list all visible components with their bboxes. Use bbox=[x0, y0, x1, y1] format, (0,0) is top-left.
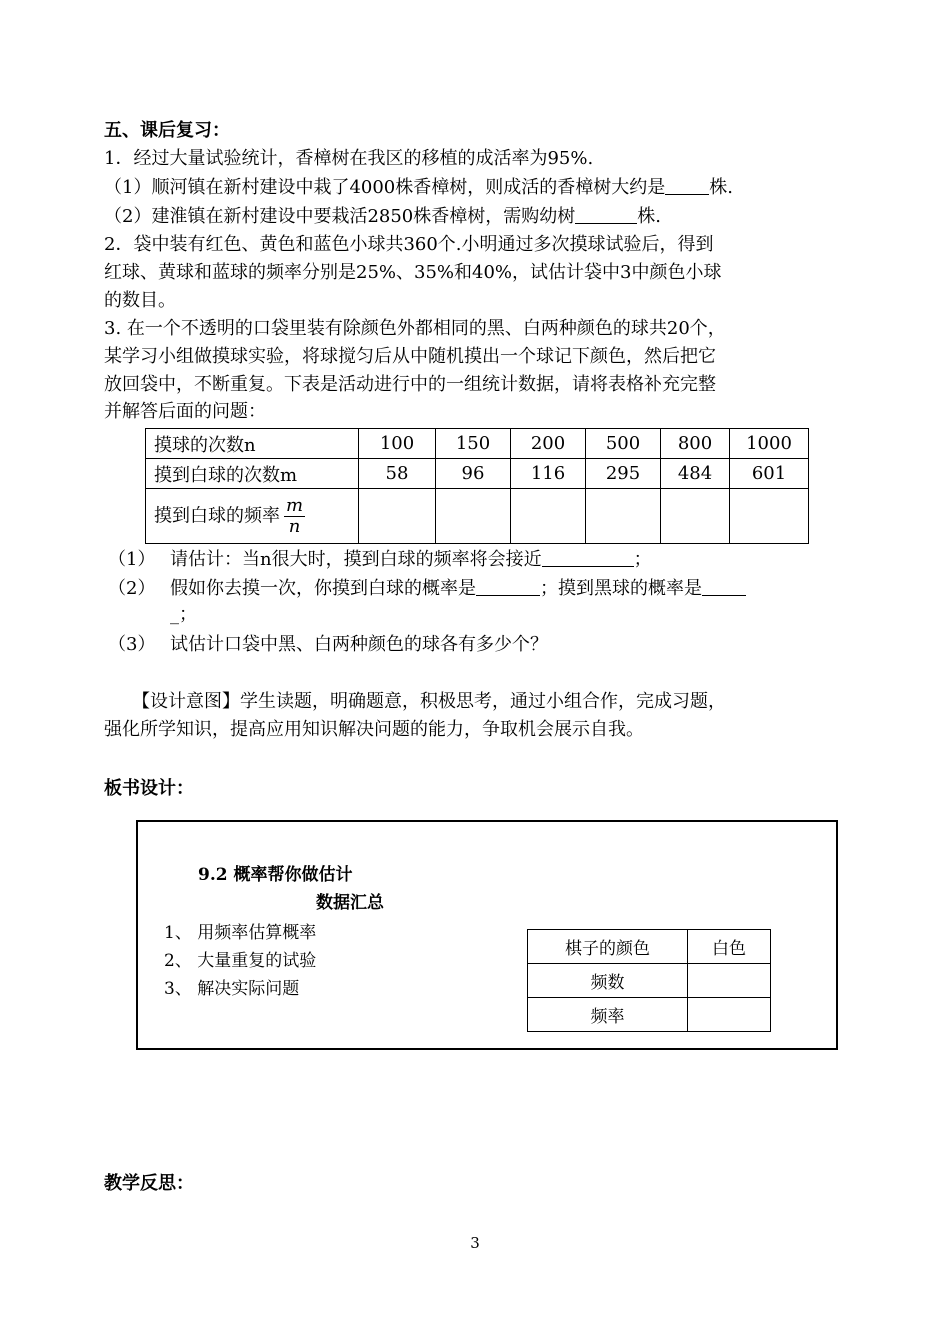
q3-sub1-num: （1） bbox=[108, 549, 156, 570]
q1-stem: 1．经过大量试验统计，香樟树在我区的移植的成活率为95%. bbox=[104, 148, 594, 169]
freq-label-text: 摸到白球的频率 bbox=[154, 505, 280, 526]
q3-sub3 bbox=[108, 632, 548, 658]
row-label-freq bbox=[146, 489, 359, 544]
chess-row-count-label: 频数 bbox=[528, 964, 688, 998]
m-cell-3: 116 bbox=[511, 459, 586, 489]
row-label-m: 摸到白球的次数m bbox=[146, 459, 359, 489]
n-cell-4: 500 bbox=[586, 429, 661, 459]
table-row-n bbox=[146, 429, 809, 459]
q2-line1: 2．袋中装有红色、黄色和蓝色小球共360个.小明通过多次摸球试验后，得到 bbox=[104, 234, 714, 255]
design-intent-line1: 【设计意图】学生读题，明确题意，积极思考，通过小组合作，完成习题， bbox=[132, 691, 726, 712]
q1-part1-text: （1）顺河镇在新村建设中栽了4000株香樟树，则成活的香樟树大约是 bbox=[104, 177, 666, 198]
chess-table-freq-row bbox=[528, 998, 771, 1032]
q3-sub1-blank bbox=[542, 548, 634, 567]
q3-sub3-text: 试估计口袋中黑、白两种颜色的球各有多少个？ bbox=[170, 634, 548, 655]
n-cell-6: 1000 bbox=[730, 429, 809, 459]
board-subtitle: 数据汇总 bbox=[316, 893, 384, 913]
m-cell-1: 58 bbox=[359, 459, 436, 489]
board-item-1: 1、 用频率估算概率 bbox=[164, 923, 317, 943]
q3-sub2-blank-white bbox=[476, 577, 540, 596]
q3-sub1-tail: ； bbox=[633, 549, 652, 570]
design-intent-line2: 强化所学知识，提高应用知识解决问题的能力，争取机会展示自我。 bbox=[104, 719, 644, 740]
blackboard-design-box bbox=[136, 820, 838, 1050]
chess-table-header-row bbox=[528, 930, 771, 964]
q1-part2-blank bbox=[575, 205, 637, 224]
q3-sub2-blank-black bbox=[702, 577, 746, 596]
q3-line4: 并解答后面的问题： bbox=[104, 401, 266, 422]
chess-row-freq-label: 频率 bbox=[528, 998, 688, 1032]
q2-line3: 的数目。 bbox=[104, 290, 176, 311]
review-heading: 五、课后复习： bbox=[104, 120, 230, 141]
n-cell-5: 800 bbox=[661, 429, 730, 459]
q1-part1-blank bbox=[665, 176, 709, 195]
m-cell-6: 601 bbox=[730, 459, 809, 489]
fraction-numerator: m bbox=[286, 494, 304, 516]
m-cell-5: 484 bbox=[661, 459, 730, 489]
board-heading: 板书设计： bbox=[104, 778, 194, 799]
table-row-freq bbox=[146, 489, 809, 544]
n-cell-1: 100 bbox=[359, 429, 436, 459]
n-cell-3: 200 bbox=[511, 429, 586, 459]
fraction-denominator: n bbox=[288, 515, 301, 537]
q3-sub2 bbox=[108, 576, 746, 602]
q1-part2-text: （2）建淮镇在新村建设中要栽活2850株香樟树，需购幼树 bbox=[104, 206, 576, 227]
chess-header-white: 白色 bbox=[688, 930, 771, 964]
q3-line2: 某学习小组做摸球实验，将球搅匀后从中随机摸出一个球记下颜色，然后把它 bbox=[104, 346, 716, 367]
m-cell-2: 96 bbox=[436, 459, 511, 489]
q3-sub2-mid: ；摸到黑球的概率是 bbox=[540, 578, 702, 599]
board-title: 9.2 概率帮你做估计 bbox=[198, 865, 353, 885]
q3-sub1 bbox=[108, 547, 652, 573]
row-label-n: 摸球的次数n bbox=[146, 429, 359, 459]
table-row-m bbox=[146, 459, 809, 489]
q3-line1: 3. 在一个不透明的口袋里装有除颜色外都相同的黑、白两种颜色的球共20个， bbox=[104, 318, 726, 339]
chess-color-table bbox=[527, 929, 771, 1032]
q1-part1-unit: 株. bbox=[709, 177, 733, 198]
chess-header-color: 棋子的颜色 bbox=[528, 930, 688, 964]
freq-cell-6[interactable] bbox=[730, 489, 809, 544]
q3-sub1-text: 请估计：当n很大时，摸到白球的频率将会接近 bbox=[170, 549, 542, 570]
q3-sub3-num: （3） bbox=[108, 634, 156, 655]
q1-part2-unit: 株. bbox=[637, 206, 661, 227]
m-cell-4: 295 bbox=[586, 459, 661, 489]
q2-line2: 红球、黄球和蓝球的频率分别是25%、35%和40%，试估计袋中3中颜色小球 bbox=[104, 262, 722, 283]
q3-sub2-num: （2） bbox=[108, 578, 156, 599]
n-cell-2: 150 bbox=[436, 429, 511, 459]
stats-table bbox=[145, 428, 809, 544]
board-item-3: 3、 解决实际问题 bbox=[164, 979, 300, 999]
chess-freq-white-cell[interactable] bbox=[688, 998, 771, 1032]
fraction-m-over-n bbox=[284, 496, 305, 537]
freq-cell-4[interactable] bbox=[586, 489, 661, 544]
chess-table-count-row bbox=[528, 964, 771, 998]
q3-sub2-tail: _； bbox=[170, 604, 197, 625]
q3-sub2-text: 假如你去摸一次，你摸到白球的概率是 bbox=[170, 578, 476, 599]
chess-count-white-cell[interactable] bbox=[688, 964, 771, 998]
q1-part2 bbox=[104, 204, 661, 230]
freq-cell-5[interactable] bbox=[661, 489, 730, 544]
page-number: 3 bbox=[470, 1234, 480, 1252]
freq-cell-3[interactable] bbox=[511, 489, 586, 544]
reflection-heading: 教学反思： bbox=[104, 1173, 194, 1194]
q3-line3: 放回袋中，不断重复。下表是活动进行中的一组统计数据，请将表格补充完整 bbox=[104, 374, 716, 395]
freq-cell-2[interactable] bbox=[436, 489, 511, 544]
freq-cell-1[interactable] bbox=[359, 489, 436, 544]
board-item-2: 2、 大量重复的试验 bbox=[164, 951, 317, 971]
q1-part1 bbox=[104, 175, 733, 201]
